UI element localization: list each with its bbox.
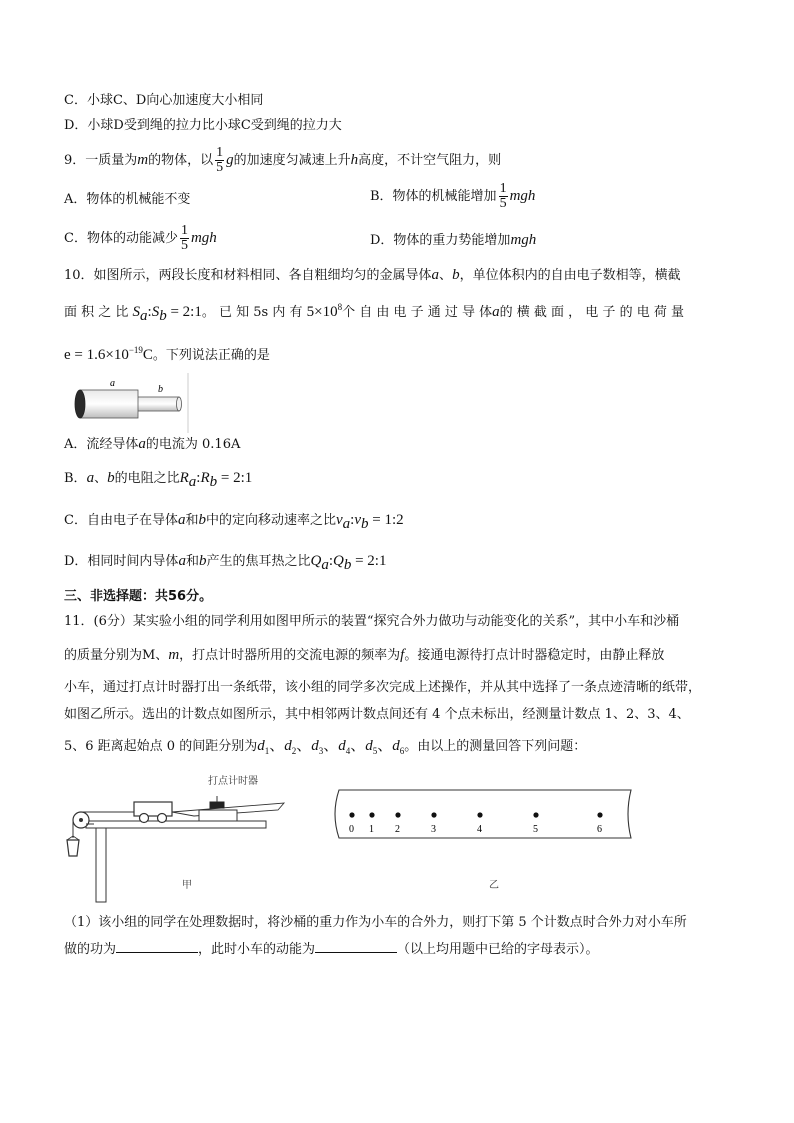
q10-option-d: D．相同时间内导体a和b产生的焦耳热之比$Q_a:Q_b$ = 2:1 [64, 553, 387, 573]
q11-line4: 如图乙所示。选出的计数点如图所示，其中相邻两计数点间还有 4 个点未标出，经测量计数点 1、2、3、4、 [64, 707, 690, 722]
q8-option-d: D．小球D受到绳的拉力比小球C受到绳的拉力大 [64, 118, 342, 133]
cart-wheel [158, 814, 167, 823]
apparatus-figure-jia [64, 768, 294, 908]
label-a: a [110, 378, 115, 389]
sand-bucket [67, 840, 79, 856]
q11-line1: 11．(6分）某实验小组的同学利用如图甲所示的装置“探究合外力做功与动能变化的关系”，其中小车和沙桶 [64, 614, 680, 629]
q10-option-b: B．a、b的电阻之比$R_a:R_b$ = 2:1 [64, 470, 253, 490]
label-b: b [158, 384, 163, 395]
q10-option-c: C．自由电子在导体a和b中的定向移动速率之比$v_a:v_b$ = 1:2 [64, 512, 404, 532]
q10-stem-line2: 面 积 之 比 $S_a:S_b$ = 2:1。 已 知 5s 内 有 $5\times 10^8$个 自 由 电 子 通 过 导 体a的 横 截 面 ， 电 子 的 电 荷 量 [64, 302, 684, 324]
q10-stem-line1: 10．如图所示，两段长度和材料相同、各自粗细均匀的金属导体a、b，单位体积内的自由电子数相等，横截 [64, 267, 681, 283]
tape-point-label: 4 [477, 824, 482, 835]
q9-stem: 9．一质量为m的物体，以 $\frac{1}{5}$ g的加速度匀减速上升h高度，不计空气阻力，则 [64, 145, 502, 175]
q11-sub1-line2: 做的功为 ，此时小车的动能为 （以上均用题中已给的字母表示）。 [64, 939, 599, 960]
q8-option-c: C．小球C、D向心加速度大小相同 [64, 93, 264, 108]
q9-option-d: D．物体的重力势能增加mgh [370, 232, 537, 248]
tape-point-label: 1 [369, 824, 374, 835]
tape-dot [597, 812, 602, 817]
conductor-b [135, 397, 179, 411]
section-heading: 三、非选择题：共56分。 [64, 589, 213, 604]
conductor-a [80, 390, 138, 418]
figure-label-yi: 乙 [489, 880, 499, 891]
tape-point-label: 5 [533, 824, 538, 835]
tape-strip [335, 790, 631, 838]
tape-point-label: 3 [431, 824, 436, 835]
q10-stem-line3: $e = 1.6\times 10^{-19}C$。下列说法正确的是 [64, 345, 270, 363]
q11-line3: 小车，通过打点计时器打出一条纸带，该小组的同学多次完成上述操作，并从其中选择了一条点迹清晰的纸带， [64, 680, 702, 695]
timer-label: 打点计时器 [208, 776, 258, 787]
tape-point-label: 6 [597, 824, 602, 835]
dot-timer [199, 810, 237, 821]
answer-blank-kinetic-energy[interactable] [315, 939, 397, 953]
tape-point-label: 2 [395, 824, 400, 835]
cart-wheel [140, 814, 149, 823]
q9-option-a: A．物体的机械能不变 [64, 192, 191, 207]
q10-option-a: A．流经导体a的电流为 0.16A [64, 436, 241, 452]
q11-line2: 的质量分别为M、m，打点计时器所用的交流电源的频率为f。接通电源待打点计时器稳定时，由静止释放 [64, 647, 665, 663]
tape-figure-yi [325, 788, 637, 898]
tape-dot [369, 812, 374, 817]
tape-dot [533, 812, 538, 817]
answer-blank-work[interactable] [116, 939, 198, 953]
cart [134, 802, 172, 816]
tape-dot [349, 812, 354, 817]
conductor-figure [72, 373, 190, 433]
q11-line5: 5、6 距离起始点 0 的间距分别为$d_1$、$d_2$、$d_3$、$d_4$、$d_5$、$d_6$。由以上的测量回答下列问题： [64, 738, 587, 756]
q11-sub1-line1: （1）该小组的同学在处理数据时，将沙桶的重力作为小车的合外力，则打下第 5 个计数点时合外力对小车所 [64, 915, 687, 930]
figure-label-jia: 甲 [182, 880, 192, 891]
table-top [86, 821, 266, 828]
q9-option-c: C．物体的动能减少 $\frac{1}{5}$ mgh [64, 223, 217, 253]
tape-dot [431, 812, 436, 817]
q9-option-b: B．物体的机械能增加 $\frac{1}{5}$ mgh [370, 181, 536, 211]
conductor-a-end [75, 390, 85, 418]
tape-point-label: 0 [349, 824, 354, 835]
tape-dot [395, 812, 400, 817]
table-leg [96, 828, 106, 902]
tape-dot [477, 812, 482, 817]
